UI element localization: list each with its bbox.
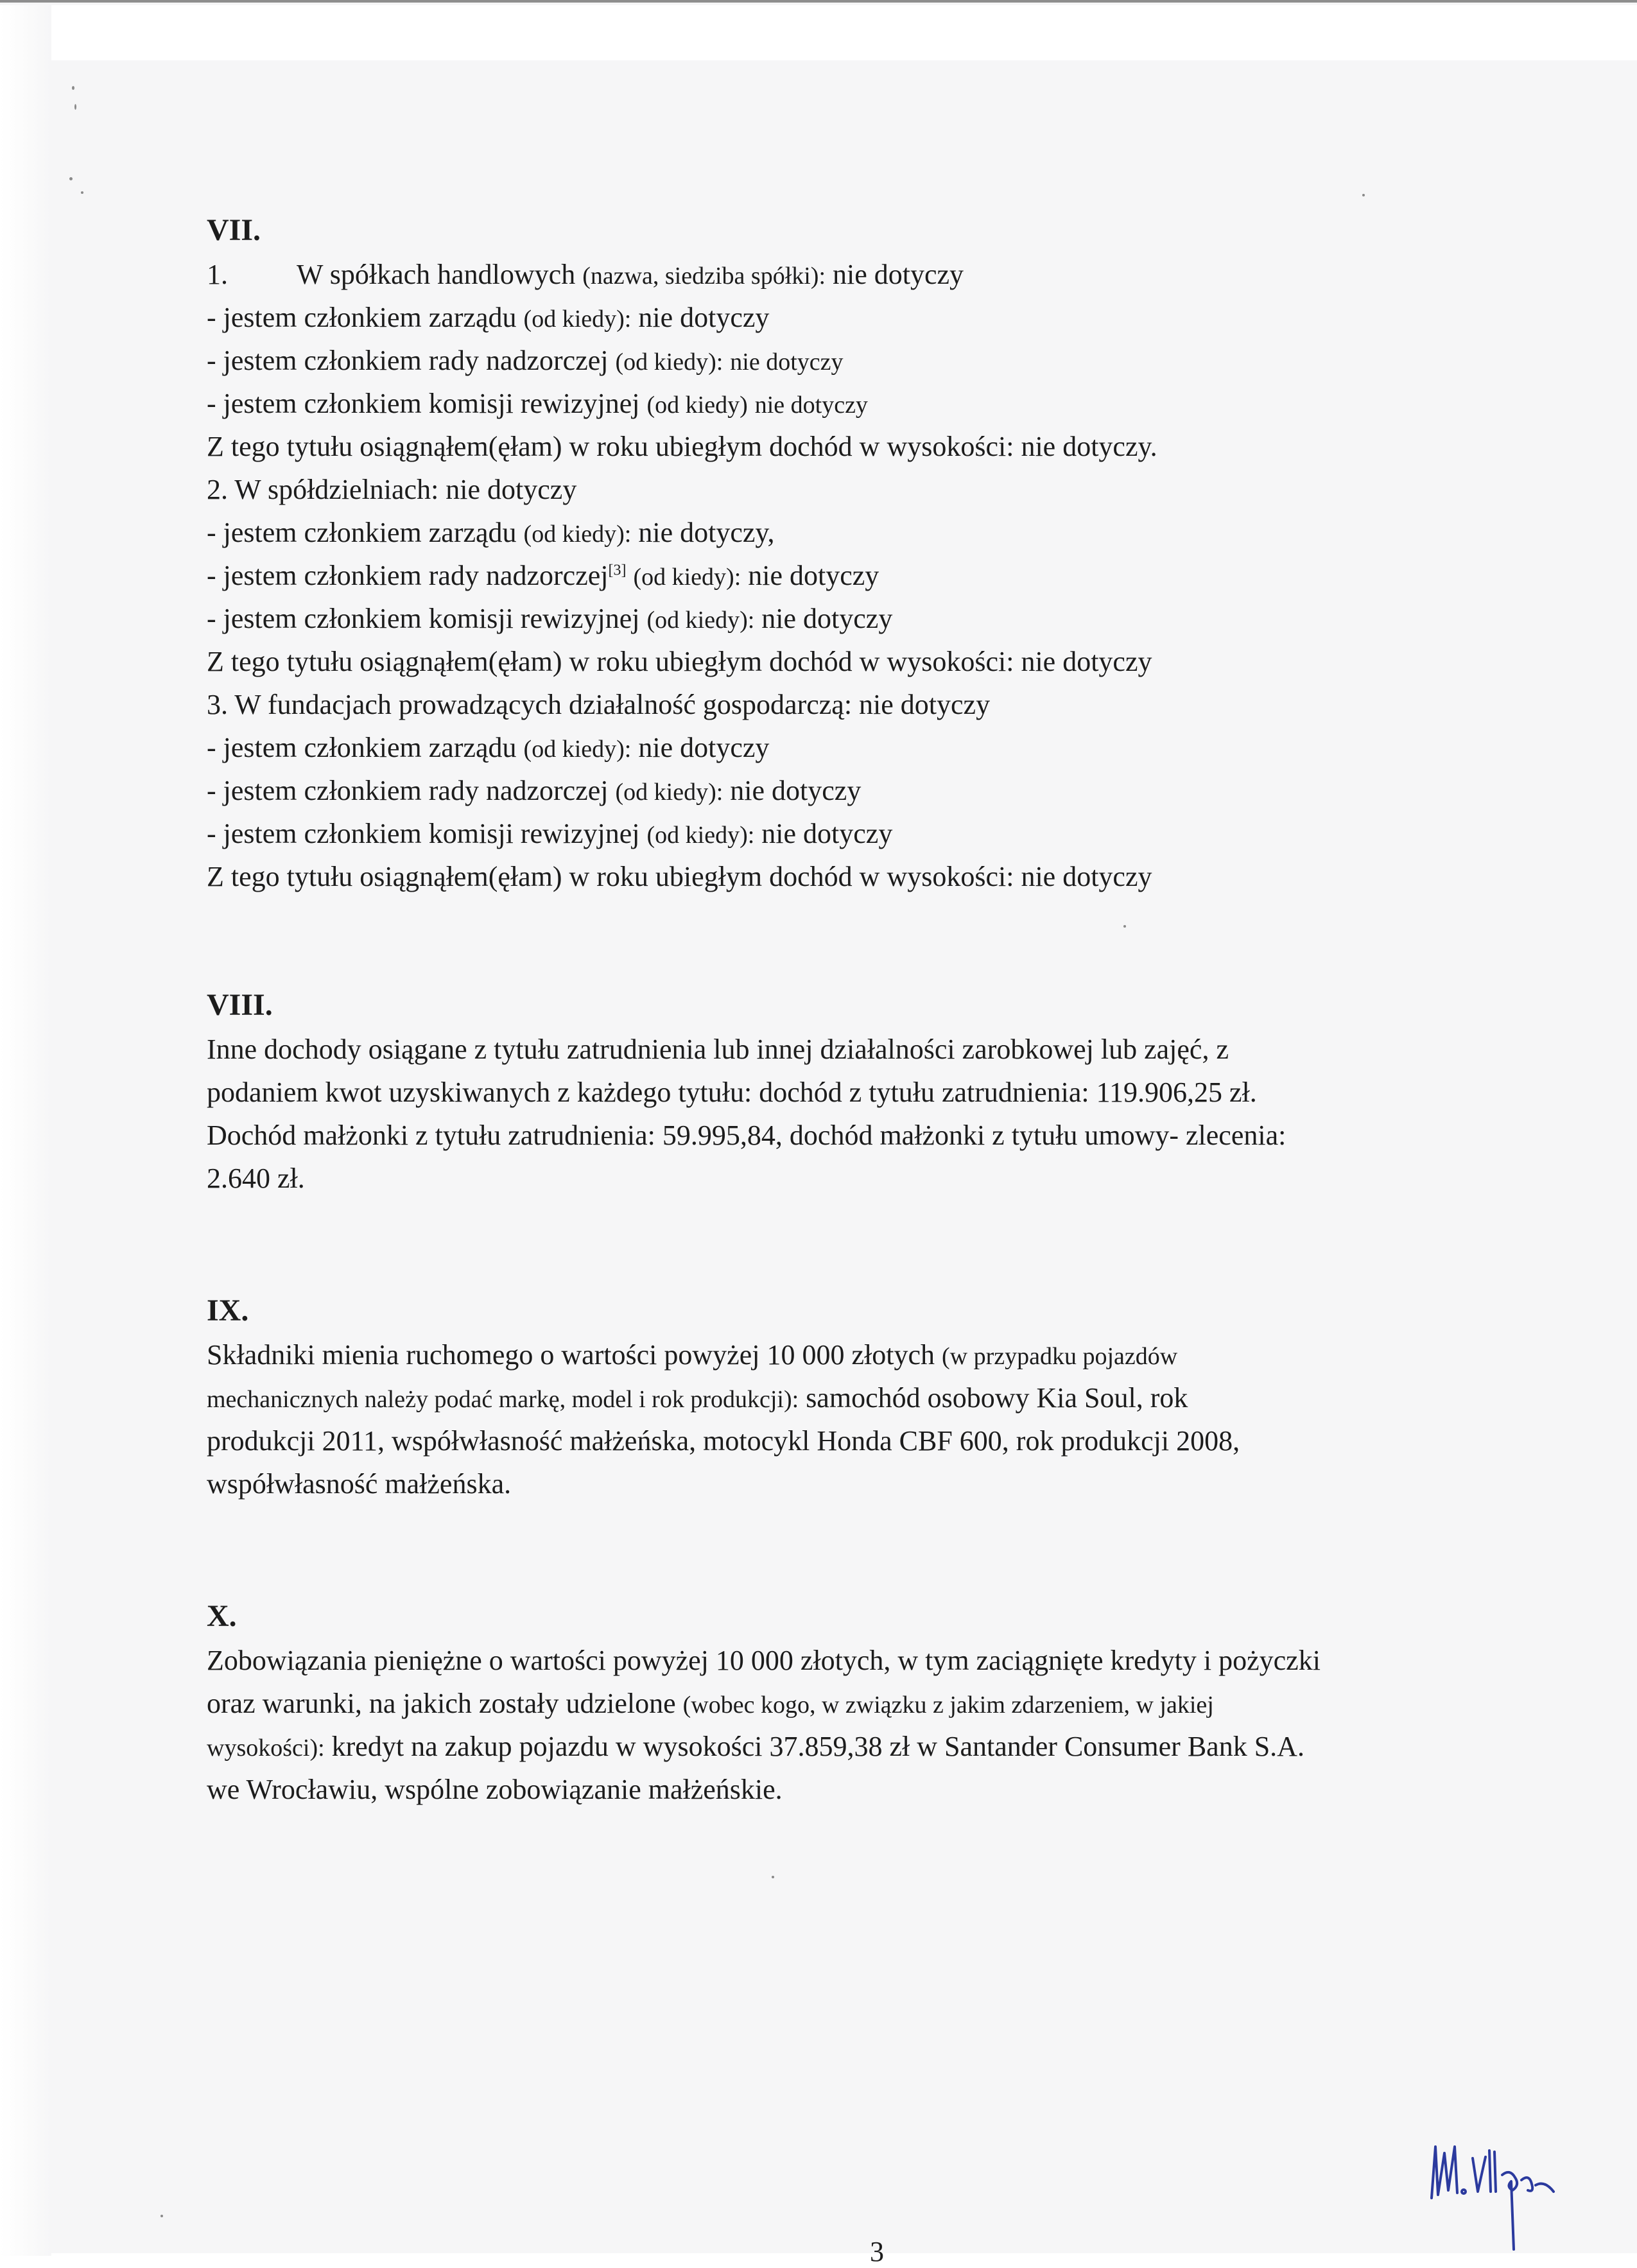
- section-ix-heading: IX.: [207, 1294, 249, 1328]
- vii-item3-rada-note: (od kiedy):: [615, 779, 723, 806]
- vii-item3-title: 3. W fundacjach prowadzących działalność gospodarczą: nie dotyczy: [207, 689, 991, 720]
- vii-item2-komisja-note: (od kiedy):: [646, 607, 755, 634]
- vii-item1-rada-label: - jestem członkiem rady nadzorczej: [207, 345, 609, 376]
- x-line-2-main: oraz warunki, na jakich zostały udzielone: [207, 1688, 676, 1719]
- scan-margin-left: [0, 5, 51, 2256]
- viii-line-2: podaniem kwot uzyskiwanych z każdego tytułu: dochód z tytułu zatrudnienia: 119.906,25 zł.: [207, 1077, 1257, 1108]
- vii-item1-rada-note: (od kiedy):: [615, 349, 723, 376]
- vii-item2-rada-note: (od kiedy):: [633, 564, 741, 591]
- vii-item1-note: (nazwa, siedziba spółki):: [582, 263, 826, 290]
- scan-margin-top: [0, 5, 1637, 60]
- ix-line-4: współwłasność małżeńska.: [207, 1468, 512, 1500]
- scan-speck: [772, 1876, 774, 1878]
- vii-item1-zarzad-value: nie dotyczy: [638, 302, 770, 333]
- handwritten-signature: [1419, 2121, 1573, 2256]
- vii-item3-komisja-note: (od kiedy):: [646, 822, 755, 849]
- document-body: [207, 208, 1523, 1811]
- ix-line-1-main: Składniki mienia ruchomego o wartości powyżej 10 000 złotych: [207, 1339, 935, 1371]
- viii-line-1: Inne dochody osiągane z tytułu zatrudnienia lub innej działalności zarobkowej lub zajęć, z: [207, 1034, 1229, 1065]
- vii-item1-komisja-line: [207, 382, 1523, 425]
- scan-speck: [74, 104, 76, 110]
- section-viii-heading: VIII.: [207, 988, 273, 1022]
- x-line-1: Zobowiązania pieniężne o wartości powyżej 10 000 złotych, w tym zaciągnięte kredyty i pożyczki: [207, 1645, 1321, 1676]
- vii-item3-komisja-label: - jestem członkiem komisji rewizyjnej: [207, 818, 640, 849]
- x-line-2-note: (wobec kogo, w związku z jakim zdarzeniem, w jakiej: [682, 1692, 1214, 1718]
- section-x-heading: X.: [207, 1599, 237, 1633]
- vii-item3-zarzad-value: nie dotyczy: [638, 732, 770, 763]
- vii-item3-rada-label: - jestem członkiem rady nadzorczej: [207, 775, 609, 806]
- x-line-3-note: wysokości):: [207, 1735, 325, 1762]
- vii-item2-zarzad-label: - jestem członkiem zarządu: [207, 517, 517, 548]
- x-line-3: [207, 1725, 1523, 1768]
- section-gap: [207, 1505, 1523, 1594]
- section-gap: [207, 1200, 1523, 1288]
- viii-line-3: Dochód małżonki z tytułu zatrudnienia: 59.995,84, dochód małżonki z tytułu umowy- zlecenia:: [207, 1120, 1286, 1151]
- section-gap: [207, 898, 1523, 983]
- vii-item3-rada-line: [207, 769, 1523, 812]
- x-line-2: [207, 1682, 1523, 1725]
- vii-item1-income: Z tego tytułu osiągnąłem(ęłam) w roku ubiegłym dochód w wysokości: nie dotyczy.: [207, 431, 1157, 462]
- vii-item1-komisja-value: nie dotyczy: [754, 392, 868, 419]
- ix-line-3: produkcji 2011, współwłasność małżeńska, motocykl Honda CBF 600, rok produkcji 2008,: [207, 1425, 1240, 1457]
- vii-item1-rada-value: nie dotyczy: [730, 349, 844, 376]
- scan-speck: [1362, 194, 1365, 196]
- vii-item2-title: 2. W spółdzielniach: nie dotyczy: [207, 474, 577, 505]
- vii-item3-zarzad-note: (od kiedy):: [523, 736, 632, 763]
- vii-item1-number: 1.: [207, 259, 228, 290]
- vii-item3-zarzad-line: [207, 726, 1523, 769]
- signature-strokes: [1432, 2147, 1554, 2249]
- vii-item2-komisja-label: - jestem członkiem komisji rewizyjnej: [207, 603, 640, 634]
- scan-speck: [72, 86, 74, 90]
- vii-item2-zarzad-note: (od kiedy):: [523, 521, 632, 548]
- vii-item2-rada-label: - jestem członkiem rady nadzorczej: [207, 560, 609, 591]
- viii-line-4: 2.640 zł.: [207, 1163, 305, 1194]
- ix-line-2-main: samochód osobowy Kia Soul, rok: [806, 1382, 1188, 1414]
- vii-item1-rada-line: [207, 339, 1523, 382]
- vii-item1-komisja-label: - jestem członkiem komisji rewizyjnej: [207, 388, 640, 419]
- vii-item1-zarzad-note: (od kiedy):: [523, 306, 632, 333]
- ix-line-1: [207, 1333, 1523, 1376]
- ix-line-2-note: mechanicznych należy podać markę, model i rok produkcji):: [207, 1386, 799, 1413]
- vii-item2-rada-value: nie dotyczy: [748, 560, 879, 591]
- section-vii-heading: VII.: [207, 213, 261, 247]
- vii-item3-zarzad-label: - jestem członkiem zarządu: [207, 732, 517, 763]
- vii-item2-income: Z tego tytułu osiągnąłem(ęłam) w roku ubiegłym dochód w wysokości: nie dotyczy: [207, 646, 1152, 677]
- vii-item1-value: nie dotyczy: [833, 259, 964, 290]
- x-line-4: we Wrocławiu, wspólne zobowiązanie małżeńskie.: [207, 1774, 783, 1805]
- page-number: 3: [870, 2236, 884, 2267]
- vii-item1-zarzad-label: - jestem członkiem zarządu: [207, 302, 517, 333]
- ix-line-1-note: (w przypadku pojazdów: [941, 1343, 1178, 1370]
- vii-item2-komisja-value: nie dotyczy: [761, 603, 893, 634]
- vii-item3-income: Z tego tytułu osiągnąłem(ęłam) w roku ubiegłym dochód w wysokości: nie dotyczy: [207, 861, 1152, 892]
- vii-item3-komisja-line: [207, 812, 1523, 855]
- scan-speck: [81, 191, 83, 194]
- vii-item3-rada-value: nie dotyczy: [730, 775, 862, 806]
- vii-item1-komisja-note: (od kiedy): [646, 392, 748, 419]
- vii-item2-zarzad-value: nie dotyczy,: [638, 517, 775, 548]
- ix-line-2: [207, 1376, 1523, 1419]
- vii-item1-zarzad-line: [207, 296, 1523, 339]
- vii-item1-title: W spółkach handlowych: [297, 259, 576, 290]
- vii-item2-komisja-line: [207, 597, 1523, 640]
- vii-item2-zarzad-line: [207, 511, 1523, 554]
- footnote-marker: [3]: [608, 562, 627, 579]
- vii-item2-rada-line: [207, 554, 1523, 597]
- vii-item1-line: [207, 253, 1523, 296]
- scan-speck: [160, 2215, 163, 2217]
- vii-item3-komisja-value: nie dotyczy: [761, 818, 893, 849]
- x-line-3-main: kredyt na zakup pojazdu w wysokości 37.859,38 zł w Santander Consumer Bank S.A.: [331, 1731, 1304, 1762]
- scan-speck: [69, 177, 73, 180]
